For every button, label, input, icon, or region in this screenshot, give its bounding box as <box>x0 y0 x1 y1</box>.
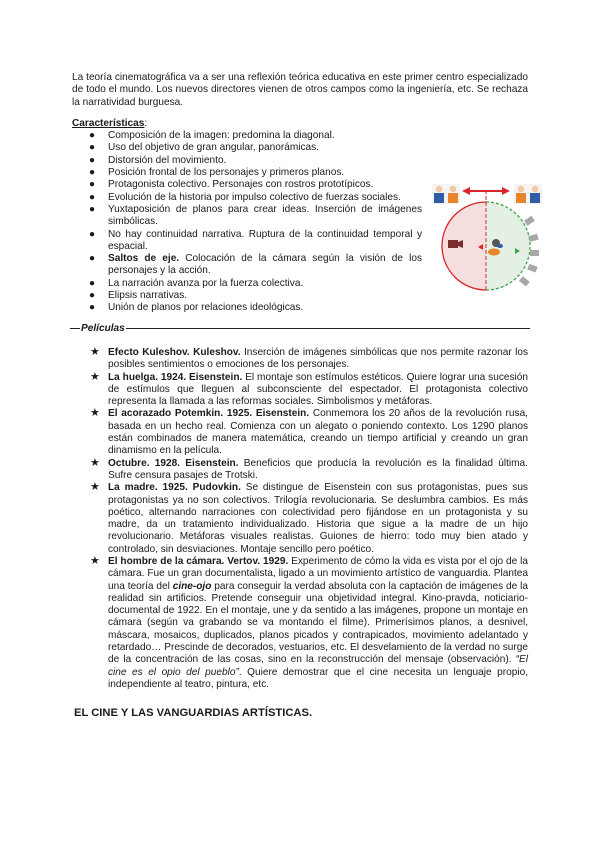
star-bullet-icon: ★ <box>90 481 100 494</box>
films-list <box>72 347 528 691</box>
bullet-icon: ● <box>89 290 96 302</box>
left-characters-icon <box>432 184 460 204</box>
list-item: ★ El hombre de la cámara. Vertov. 1929. Experimento de cómo la vida es vista por el ojo de la cámara. Fue un gran documentalista, ligado a un movimiento artístico de vanguardia. Plantea una teoría del cine-ojo para conseguir la verdad absoluta con la captación de imágenes de la realidad sin artificios. Pretende conseguir una objetividad integral. Kino-pravda, noticiario-documental de 1922. En el montaje, une y da sentido a las imágenes, propone un montaje en cámara (según va grabando se va montando el filme). Primerísimos planos, a desnivel, máscara, mosaicos, duplicados, planos picados y contrapicados, movimiento adelantado y retardado… Prescinde de decorados, vestuarios, etc. El desvelamiento de la verdad no surge de la concentración de las cosas, sino en la reconstrucción del mensaje (observación). “El cine es el opio del pueblo”. Quiere demostrar que el cine necesita un lenguaje propio, independiente al teatro, pintura, etc. <box>90 554 529 690</box>
characteristics-heading <box>72 118 528 130</box>
separator-line-left <box>70 328 80 329</box>
star-bullet-icon: ★ <box>90 407 100 420</box>
film-title: Octubre. 1928. Eisenstein. <box>108 457 239 469</box>
cine-ojo-term: cine-ojo <box>172 580 212 592</box>
intro-paragraph: La teoría cinematográfica va a ser una reflexión teórica educativa en este primer centro especializado de todo el mundo. Los nuevos directores vienen de otros campos como la ingeniería, etc. Se rechaza la narratividad burguesa. <box>72 72 528 108</box>
characteristics-heading-colon: : <box>144 117 148 129</box>
film-title: Efecto Kuleshov. Kuleshov. <box>108 346 241 358</box>
list-item: ● Posición frontal de los personajes y primeros planos. <box>89 167 345 179</box>
bullet-icon: ● <box>89 191 96 203</box>
list-item: ★ La madre. 1925. Pudovkin. Se distingue de Eisenstein con sus protagonistas, pues sus protagonistas ya no son colectivos. Trilogía revolucionaria. Se deslumbra cambios. Es más poético, alternando narraciones con colectividad pero fijándose en un protagonista y su madre, da un tratamiento individualizado. Historia que sigue a la madre de un hijo revolucionario. Metáforas visuales realistas. Guiones de hierro: todo muy bien atado y controlado, sin desviaciones. Montaje sencillo pero poético. <box>90 481 528 555</box>
list-item: ★ Octubre. 1928. Eisenstein. Beneficios que producía la revolución es la finalidad última. Sufre censura pasajes de Trotski. <box>90 456 528 481</box>
list-item: ● Elipsis narrativas. <box>89 290 188 302</box>
bullet-icon: ● <box>89 167 96 179</box>
quote: “El cine es el opio del pueblo” <box>108 654 528 678</box>
list-item: ● Protagonista colectivo. Personajes con rostros prototípicos. <box>89 179 374 191</box>
bullet-icon: ● <box>89 203 96 215</box>
document-page <box>72 72 528 720</box>
list-item: ● La narración avanza por la fuerza colectiva. <box>89 277 304 289</box>
characteristics-heading-text: Características <box>72 117 145 129</box>
list-item: ● Evolución de la historia por impulso colectivo de fuerzas sociales. <box>89 191 401 203</box>
bullet-icon: ● <box>89 253 96 265</box>
star-bullet-icon: ★ <box>90 345 100 358</box>
list-item: ★ La huelga. 1924. Eisenstein. El montaje son estímulos estéticos. Quiere lograr una sucesión de estímulos que lleguen al subconsciente del espectador. El protagonista colectivo representa la llamada a las reformas sociales. Simbolismos y metáforas. <box>90 370 529 408</box>
list-item: ★ El acorazado Potemkin. 1925. Eisenstein. Conmemora los 20 años de la revolución rusa, basada en un hecho real. Comienza con un alegato o poniendo contexto. Los 1290 planos están combinados de manera matemática, creando un tiempo artificial y creando un gran dinamismo en la película. <box>90 407 528 457</box>
films-separator <box>70 323 530 335</box>
bullet-icon: ● <box>89 142 96 154</box>
star-bullet-icon: ★ <box>90 554 100 567</box>
bullet-icon: ● <box>89 228 96 240</box>
next-section-title: EL CINE Y LAS VANGUARDIAS ARTÍSTICAS. <box>74 707 313 720</box>
bullet-icon: ● <box>89 277 96 289</box>
list-item: ● No hay continuidad narrativa. Ruptura de la continuidad temporal y espacial. <box>89 228 422 252</box>
red-camera-icon <box>448 240 463 248</box>
star-bullet-icon: ★ <box>90 456 100 469</box>
list-item: ★ Efecto Kuleshov. Kuleshov. Inserción de imágenes simbólicas que nos permite razonar los posibles sentimientos o emociones de los personajes. <box>90 345 528 371</box>
list-item: ● Uso del objetivo de gran angular, panorámicas. <box>89 142 319 154</box>
film-title: La huelga. 1924. Eisenstein. <box>108 371 243 383</box>
list-item: ● Composición de la imagen: predomina la diagonal. <box>89 130 335 142</box>
films-heading: Películas <box>81 322 125 334</box>
list-item: ● Yuxtaposición de planos para crear ideas. Inserción de imágenes simbólicas. <box>89 203 422 228</box>
characteristics-list <box>72 130 422 314</box>
list-item: ● Saltos de eje. Colocación de la cámara según la visión de los personajes y la acción. <box>89 253 422 277</box>
star-bullet-icon: ★ <box>90 370 100 383</box>
bullet-icon: ● <box>89 302 96 314</box>
right-characters-icon <box>514 184 542 204</box>
list-item: ● Unión de planos por relaciones ideológicas. <box>89 302 304 314</box>
film-title: La madre. 1925. Pudovkin. <box>108 482 241 494</box>
film-title: El acorazado Potemkin. 1925. Eisenstein. <box>108 408 310 420</box>
bullet-icon: ● <box>89 130 96 142</box>
separator-line-right <box>126 328 530 329</box>
film-title: El hombre de la cámara. Vertov. 1929. <box>108 555 289 567</box>
list-item: ● Distorsión del movimiento. <box>89 154 227 166</box>
bullet-icon: ● <box>89 154 96 166</box>
characteristics-block <box>72 130 528 314</box>
axis-jump-diagram-icon <box>432 180 542 292</box>
bullet-icon: ● <box>89 179 96 191</box>
